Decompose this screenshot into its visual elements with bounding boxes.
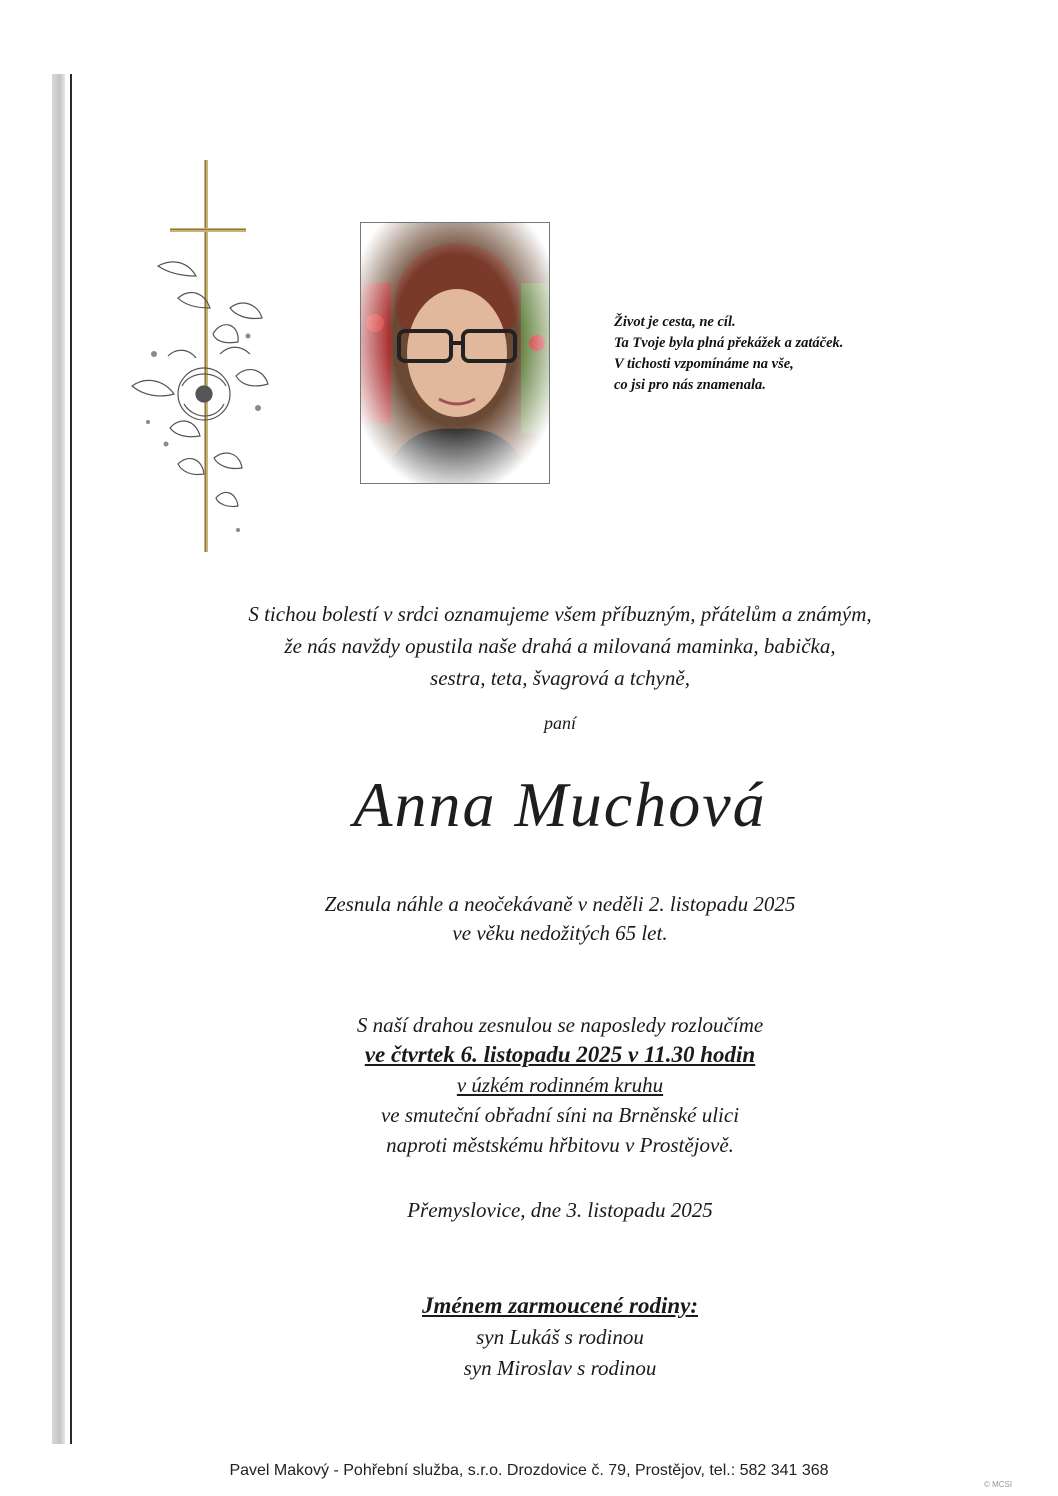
portrait-photo (360, 222, 550, 484)
cross-flower-icon (118, 158, 278, 558)
death-info (120, 890, 1000, 948)
death-info-line: ve věku nedožitých 65 let. (452, 921, 668, 945)
family-signature (120, 1290, 1000, 1384)
announcement-text (120, 598, 1000, 694)
poem-line: Život je cesta, ne cíl. (614, 314, 736, 330)
announcement-line: S tichou bolestí v srdci oznamujeme všem příbuzným, přátelům a známým, (248, 602, 872, 626)
farewell-circle: v úzkém rodinném kruhu (456, 1073, 664, 1097)
announcement-line: sestra, teta, švagrová a tchyně, (430, 666, 690, 690)
decorative-side-line (70, 74, 72, 1444)
poem-line: co jsi pro nás znamenala. (614, 377, 766, 393)
poem (614, 312, 954, 396)
family-member: syn Miroslav s rodinou (463, 1356, 657, 1380)
farewell-venue-2: naproti městskému hřbitovu v Prostějově. (386, 1133, 734, 1157)
announcement-line: že nás navždy opustila naše drahá a milovaná maminka, babička, (284, 634, 836, 658)
death-info-line: Zesnula náhle a neočekávaně v neděli 2. listopadu 2025 (324, 892, 796, 916)
place-date: Přemyslovice, dne 3. listopadu 2025 (407, 1198, 713, 1222)
title-prefix: paní (543, 713, 576, 733)
poem-line: Ta Tvoje byla plná překážek a zatáček. (614, 335, 844, 351)
decorative-side-bar (52, 74, 65, 1444)
farewell-info (120, 1010, 1000, 1160)
family-heading: Jménem zarmoucené rodiny: (422, 1293, 698, 1318)
corner-mark: © MCSI (984, 1480, 1013, 1489)
poem-line: V tichosti vzpomínáme na vše, (614, 356, 794, 372)
footer-funeral-service: Pavel Makový - Pohřební služba, s.r.o. Drozdovice č. 79, Prostějov, tel.: 582 341 368 (229, 1462, 829, 1479)
farewell-venue: ve smuteční obřadní síni na Brněnské ulici (380, 1103, 740, 1127)
farewell-intro: S naší drahou zesnulou se naposledy rozloučíme (356, 1013, 764, 1037)
farewell-datetime: ve čtvrtek 6. listopadu 2025 v 11.30 hodin (364, 1042, 756, 1067)
deceased-name: Anna Muchová (353, 769, 767, 840)
family-member: syn Lukáš s rodinou (476, 1325, 644, 1349)
